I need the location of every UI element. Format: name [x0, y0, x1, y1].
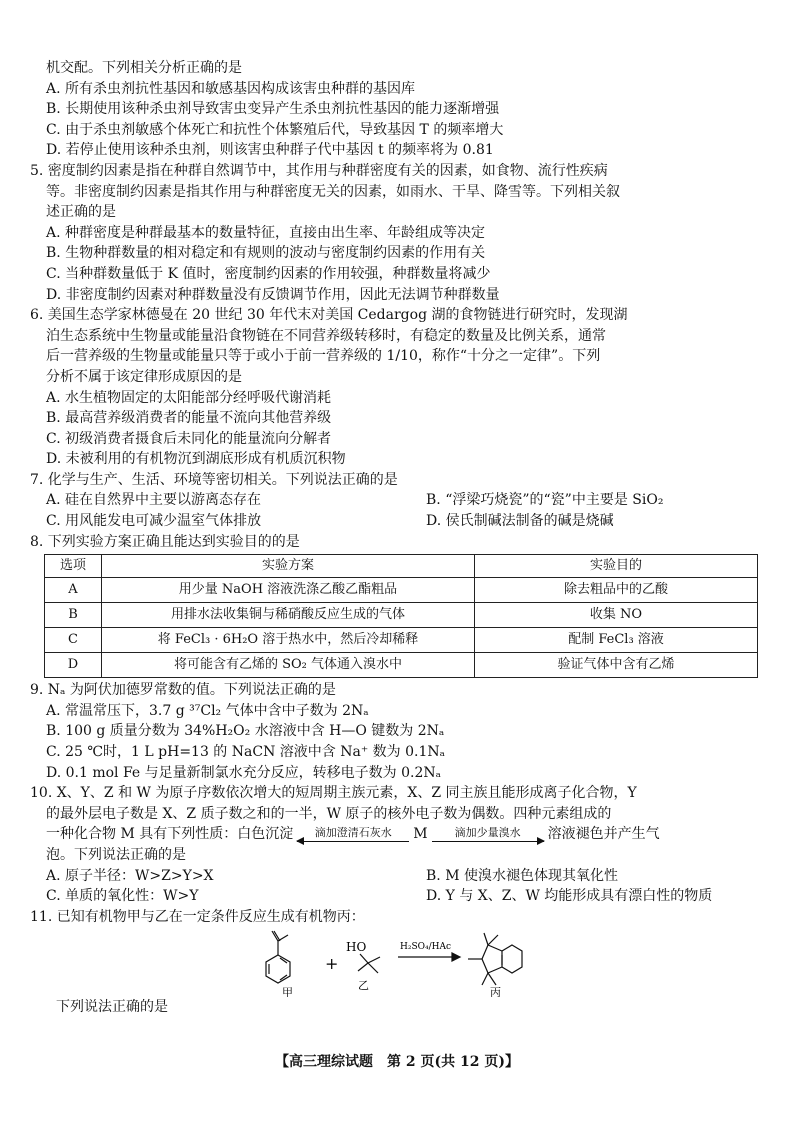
question-8 [0, 532, 794, 679]
option-c: C. 单质的氧化性：W>Y [46, 888, 199, 905]
option-b: B. 生物种群数量的相对稳定和有规则的波动与密度制约因素的作用有关 [46, 245, 486, 262]
label-bing: 丙 [490, 986, 501, 998]
options-row [46, 866, 766, 887]
question-stem: 述正确的是 [46, 204, 116, 221]
hydroxyl-label: HO [346, 940, 367, 955]
table-row [45, 578, 758, 603]
question-10 [0, 783, 794, 907]
cell-option: B [45, 603, 102, 628]
table-header-row [45, 555, 758, 578]
option-b: B. 100 g 质量分数为 34%H₂O₂ 水溶液中含 H—O 键数为 2Nₐ [46, 723, 445, 740]
question-stem: 8. 下列实验方案正确且能达到实验目的的是 [30, 533, 300, 550]
experiment-table [44, 554, 758, 678]
question-stem: 泡。下列说法正确的是 [46, 847, 186, 863]
left-arrow [297, 827, 409, 842]
right-arrow [432, 827, 544, 842]
option-c: C. 用风能发电可减少温室气体排放 [46, 513, 262, 530]
question-stem: 一种化合物 M 具有下列性质：白色沉淀 [46, 826, 294, 843]
options-row [46, 490, 766, 511]
cell-plan: 用少量 NaOH 溶液洗涤乙酸乙酯粗品 [102, 578, 475, 603]
cell-option: D [45, 653, 102, 678]
option-d: D. 侯氏制碱法制备的碱是烧碱 [426, 513, 614, 530]
question-stem: 等。非密度制约因素是指其作用与种群密度无关的因素，如雨水、干旱、降雪等。下列相关叙 [46, 183, 620, 200]
question-stem: 下列说法正确的是 [56, 999, 168, 1016]
options-row [46, 511, 766, 532]
plus-sign: + [325, 954, 339, 974]
question-stem: 10. X、Y、Z 和 W 为原子序数依次增大的短周期主族元素，X、Z 同主族且能形成离子化合物，Y [30, 785, 637, 802]
question-6 [0, 305, 794, 470]
question-stem: 6. 美国生态学家林德曼在 20 世纪 30 年代末对美国 Cedargog 湖的食物链进行研究时，发现湖 [30, 307, 628, 324]
question-stem: 溶液褪色并产生气 [547, 826, 660, 843]
label-yi: 乙 [358, 979, 369, 993]
question-stem: 泊生态系统中生物量或能量沿食物链在不同营养级转移时，有稳定的数量及比例关系，通常 [46, 327, 606, 344]
option-d: D. Y 与 X、Z、W 均能形成具有漂白性的物质 [426, 888, 713, 905]
option-c: C. 初级消费者摄食后未同化的能量流向分解者 [46, 430, 332, 447]
option-a: A. 种群密度是种群最基本的数量特征，直接由出生率、年龄组成等决定 [46, 224, 486, 241]
option-d: D. 0.1 mol Fe 与足量新制氯水充分反应，转移电子数为 0.2Nₐ [46, 764, 442, 781]
question-stem: 后一营养级的生物量或能量只等于或小于前一营养级的 1/10，称作“十分之一定律”。下列 [46, 348, 601, 365]
question-stem: 7. 化学与生产、生活、环境等密切相关。下列说法正确的是 [30, 471, 398, 488]
question-7 [0, 470, 794, 532]
table-row [45, 653, 758, 678]
option-a: A. 水生植物固定的太阳能部分经呼吸代谢消耗 [46, 389, 332, 406]
cell-plan: 用排水法收集铜与稀硝酸反应生成的气体 [102, 603, 475, 628]
option-b: B. 长期使用该种杀虫剂导致害虫变异产生杀虫剂抗性基因的能力逐渐增强 [46, 101, 500, 118]
page-footer: 【高三理综试题 第 2 页(共 12 页)】 [275, 1054, 519, 1070]
cell-purpose: 验证气体中含有乙烯 [475, 653, 758, 678]
arrow-label: 滴加澄清石灰水 [314, 826, 392, 840]
reaction-svg [250, 927, 580, 997]
option-c: C. 由于杀虫剂敏感个体死亡和抗性个体繁殖后代，导致基因 T 的频率增大 [46, 121, 504, 138]
question-stem: 的最外层电子数是 X、Z 质子数之和的一半，W 原子的核外电子数为偶数。四种元素组成的 [46, 805, 612, 822]
cell-option: C [45, 628, 102, 653]
question-stem: 9. Nₐ 为阿伏加德罗常数的值。下列说法正确的是 [30, 682, 336, 699]
cell-purpose: 收集 NO [475, 603, 758, 628]
reaction-figure [0, 927, 794, 997]
option-c: C. 25 ℃时，1 L pH=13 的 NaCN 溶液中含 Na⁺ 数为 0.1Nₐ [46, 744, 446, 761]
label-jia: 甲 [282, 986, 293, 998]
option-a: A. 所有杀虫剂抗性基因和敏感基因构成该害虫种群的基因库 [46, 80, 416, 97]
header-option: 选项 [45, 555, 102, 578]
indane-skeleton-icon [468, 933, 522, 985]
header-plan: 实验方案 [102, 555, 475, 578]
option-b: B. 最高营养级消费者的能量不流向其他营养级 [46, 410, 332, 427]
arrow-shaft [432, 841, 544, 842]
cell-purpose: 配制 FeCl₃ 溶液 [475, 628, 758, 653]
cell-option: A [45, 578, 102, 603]
reaction-arrow-icon [398, 953, 460, 961]
option-a: A. 常温常压下，3.7 g ³⁷Cl₂ 气体中含中子数为 2Nₐ [46, 702, 369, 719]
reaction-condition: H₂SO₄/HAc [400, 942, 452, 953]
option-b: B. M 使溴水褪色体现其氧化性 [426, 867, 618, 884]
option-a: A. 原子半径：W>Z>Y>X [46, 867, 214, 884]
cell-plan: 将可能含有乙烯的 SO₂ 气体通入溴水中 [102, 653, 475, 678]
question-9 [0, 680, 794, 783]
options-row [46, 886, 766, 907]
compound-m: M [413, 826, 428, 843]
arrow-label: 滴加少量溴水 [454, 826, 521, 840]
text-line: 机交配。下列相关分析正确的是 [46, 60, 242, 76]
question-stem: 11. 已知有机物甲与乙在一定条件反应生成有机物丙： [30, 908, 365, 925]
question-4-tail [0, 58, 794, 161]
arrow-shaft [297, 841, 409, 842]
option-a: A. 硅在自然界中主要以游离态存在 [46, 492, 262, 509]
question-stem: 5. 密度制约因素是指在种群自然调节中，其作用与种群密度有关的因素，如食物、流行性疾病 [30, 162, 608, 179]
table-row [45, 603, 758, 628]
question-stem: 分析不属于该定律形成原因的是 [46, 368, 242, 385]
question-5 [0, 161, 794, 305]
question-11 [0, 907, 794, 1018]
benzene-ring-icon [266, 931, 290, 983]
option-b: B. “浮梁巧烧瓷”的“瓷”中主要是 SiO₂ [426, 492, 664, 509]
option-d: D. 非密度制约因素对种群数量没有反馈调节作用，因此无法调节种群数量 [46, 286, 500, 303]
option-c: C. 当种群数量低于 K 值时，密度制约因素的作用较强，种群数量将减少 [46, 265, 491, 282]
header-purpose: 实验目的 [475, 555, 758, 578]
alcohol-skeleton-icon [358, 954, 380, 973]
option-d: D. 未被利用的有机物沉到湖底形成有机质沉积物 [46, 451, 346, 468]
cell-plan: 将 FeCl₃ · 6H₂O 溶于热水中，然后冷却稀释 [102, 628, 475, 653]
table-row [45, 628, 758, 653]
option-d: D. 若停止使用该种杀虫剂，则该害虫种群子代中基因 t 的频率将为 0.81 [46, 142, 494, 159]
cell-purpose: 除去粗品中的乙酸 [475, 578, 758, 603]
reaction-scheme [46, 824, 794, 845]
